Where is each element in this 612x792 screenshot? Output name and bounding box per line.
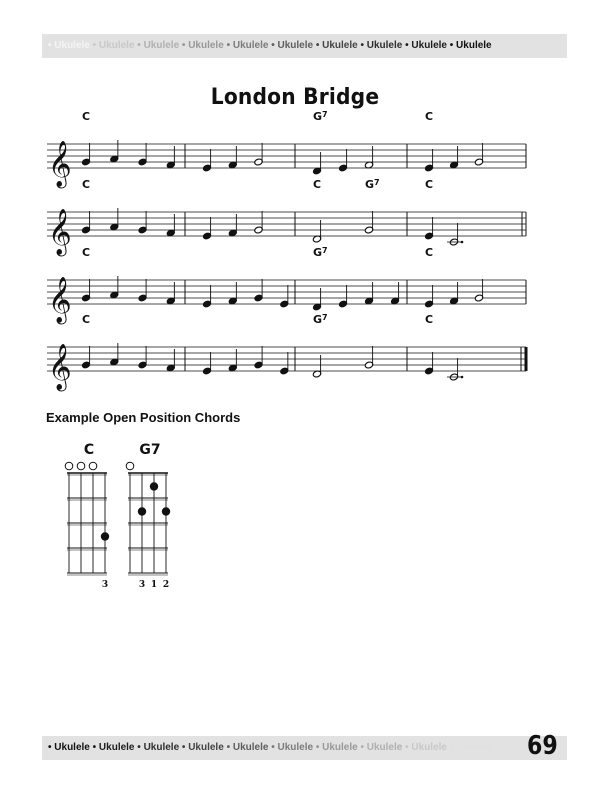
chord-symbol: C [425,313,434,326]
page-number: 69 [527,731,558,761]
chord-symbol: C [425,246,434,259]
open-string-marker [65,462,73,470]
header-bullet: • [360,40,367,51]
footer-bullet: • [137,742,144,753]
chord-symbol: C [425,178,434,191]
chord-diagram-name: C [83,442,95,458]
footer-word: Ukulele [143,742,182,753]
header-bullet: • [315,40,323,51]
header-word: Ukulele [98,40,138,51]
header-bullet: • [92,40,99,51]
header-word: Ukulele [188,40,227,51]
chord-symbol: C [82,313,91,326]
footer-bullet: • [181,742,189,753]
header-word: Ukulele [456,40,492,51]
treble-clef-icon: 𝄞 [48,141,72,187]
chord-symbol: C [82,178,91,191]
header-bullet: • [48,40,55,51]
chord-symbol: C [313,178,322,191]
finger-number: 1 [150,580,158,590]
chord-symbol: C [425,110,434,123]
footer-bullet: • [315,742,323,753]
chord-symbol: C [82,246,91,259]
footer-bullet: • [405,742,412,753]
footer-bullet: • [48,742,55,753]
footer-word: Ukulele [277,742,316,753]
header-bullet: • [226,40,233,51]
footer-word: Ukulele [366,742,406,753]
footer-word: Ukulele [188,742,227,753]
footer-word: Ukulele [98,742,138,753]
chord-symbol: $G^7$ [313,110,328,123]
open-string-marker [77,462,85,470]
header-bullet: • [137,40,144,51]
finger-dot [101,532,109,540]
song-title: London Bridge [210,85,380,110]
chord-section-heading: Example Open Position Chords [46,410,241,425]
header-word: Ukulele [143,40,182,51]
footer-word: Ukulele [322,742,361,753]
chord-symbol: $G^7$ [313,313,328,326]
header-word: Ukulele [232,40,272,51]
finger-number: 2 [162,580,170,590]
treble-clef-icon: 𝄞 [48,209,72,255]
header-word: Ukulele [411,40,450,51]
footer-word: Ukulele [54,742,93,753]
finger-dot [162,507,170,515]
header-bullet: • [271,40,278,51]
footer-bullet: • [360,742,367,753]
footer-word: Ukulele [456,742,492,753]
treble-clef-icon: 𝄞 [48,344,72,390]
header-bullet: • [405,40,412,51]
open-string-marker [126,462,134,470]
chord-diagram-g7 [126,442,170,590]
footer-bullet: • [92,742,99,753]
chord-diagram-name: G7 [139,442,161,458]
open-string-marker [89,462,97,470]
footer-band [42,736,567,760]
header-word: Ukulele [366,40,406,51]
footer-bullet: • [226,742,233,753]
header-bullet: • [449,40,457,51]
treble-clef-icon: 𝄞 [48,277,72,323]
footer-bullet: • [271,742,278,753]
chord-symbol: C [82,110,91,123]
footer-word: Ukulele [411,742,450,753]
finger-dot [150,482,158,490]
header-word: Ukulele [322,40,361,51]
finger-number: 3 [101,580,109,590]
finger-dot [138,507,146,515]
chord-diagram-c [65,442,109,590]
finger-number: 3 [138,580,146,590]
header-word: Ukulele [277,40,316,51]
footer-bullet: • [449,742,457,753]
footer-word-list [42,736,567,760]
chord-symbol: $G^7$ [313,246,328,259]
header-word: Ukulele [54,40,93,51]
footer-word: Ukulele [232,742,272,753]
header-bullet: • [181,40,189,51]
chord-symbol: $G^7$ [365,178,380,191]
